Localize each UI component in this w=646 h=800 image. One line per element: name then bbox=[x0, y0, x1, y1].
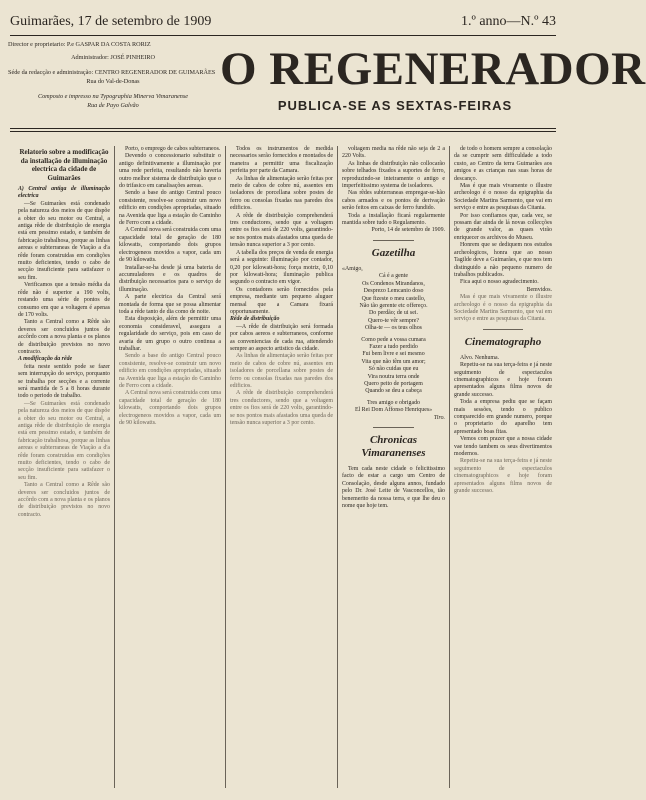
gazetilha-heading: Gazetilha bbox=[371, 246, 416, 259]
article-paragraph: feita neste sentido pode se fazer sem interrupção do serviço, porquanto se trabalha por secções e a corrente será mantida de 5 a 8 horas durante todo o periodo de trabalho. bbox=[18, 363, 110, 400]
poem-line: Vita que não têm um amor; bbox=[361, 358, 426, 365]
poem-line: Desprezo Lemcanio doso bbox=[363, 288, 424, 295]
column-divider bbox=[225, 146, 226, 788]
poem-line: Fazer a tudo perdido bbox=[369, 343, 418, 350]
article-paragraph: Tanto a Central como a Rêde são deveres ser concluidos juntos de accôrdo com a nova planta e os planos de distribuição previstos no novo contracto. bbox=[18, 482, 110, 518]
section-divider bbox=[373, 427, 414, 428]
article-paragraph: Porto, o emprego de cabos subterraneos. bbox=[125, 146, 221, 152]
article-paragraph: A tabella dos preços de venda de energia será a seguinte: illuminação por contador, 0,20 por kilowatt-hora; força motriz, 0,10 por kilowatt-hora; iluminação publica segundo o contracto em vigor. bbox=[230, 249, 333, 286]
column-3 bbox=[230, 146, 333, 786]
poem-line: Do perdão; de ui sei. bbox=[369, 310, 418, 317]
article-paragraph: As linhas de alimentação serão feitas por meio de cabos de cobre nú, assentes em isoladores de porcellana sobre postes de ferro ou consolas fixadas nas paredes dos edificios. bbox=[230, 353, 333, 389]
masthead-rule-bottom bbox=[10, 128, 556, 129]
poem-line: Não tão gerente etc offereço. bbox=[359, 302, 428, 309]
chronicas-heading: Chronicas Vimaranenses bbox=[361, 434, 426, 459]
column-divider bbox=[337, 146, 338, 788]
section-divider bbox=[483, 329, 522, 330]
article-paragraph: Repetiu-se na sua terça-feira e já neste seguimento de espectaculos cinematographicos e hoje foram apresentados alguns films novos de grande successo. bbox=[454, 362, 552, 398]
poem-signoff: El Rei Dom Affonso Henriques» bbox=[354, 407, 433, 414]
column-divider bbox=[449, 146, 450, 788]
poem-line: Vira noutra terra onde bbox=[367, 373, 420, 380]
article-paragraph: Installar-se-ha desde já uma bateria de accumuladores e os quadros de distribuição necessarios para o serviço de illuminação. bbox=[119, 264, 221, 293]
column-divider bbox=[114, 146, 115, 788]
article-paragraph: Todos os instrumentos de medida necessarios serão fornecidos e montados de maneira a permittir uma fiscalização perfeita por parte da Camara. bbox=[230, 146, 333, 175]
masthead-rule-top bbox=[10, 35, 556, 36]
newspaper-title: O REGENERADOR bbox=[220, 43, 646, 95]
article-paragraph: Toda a empresa pediu que se façam mais sessões, tendo o publico comparecido em grande numero, porque o proprietario do aparelho tem apresentado boas fitas. bbox=[454, 399, 552, 435]
article-paragraph: Honrem que se dediquem nos estudos archeologicos, honra que ao nosso Tagilde deve a Guimarães, e que nos tem distinguido a não pequeno numero de trabalhos publicados. bbox=[454, 242, 552, 278]
newspaper-subtitle: PUBLICA-SE AS SEXTAS-FEIRAS bbox=[277, 98, 513, 113]
article-paragraph: Vemos com prazer que a nossa cidade vae tendo tambem os seus divertimentos modernos. bbox=[454, 436, 552, 458]
column-4 bbox=[342, 146, 445, 786]
poem-line: Cá é a gente bbox=[379, 273, 408, 280]
article-paragraph: Repetiu-se na sua terça-feira e já neste seguimento de espectaculos cinematographicos e hoje foram apresentados alguns films novos de grande successo. bbox=[454, 458, 552, 495]
poem-line: Quero peito de portagem bbox=[364, 380, 423, 387]
masthead-info bbox=[8, 40, 218, 110]
article-paragraph: A rêde de distribuição comprehenderá tres conductores, sendo que a voltagem entre os fios será de 220 volts, garantindo-se nos pontos mais afastados uma queda de tensão nunca superior a 3 por cento. bbox=[230, 390, 333, 427]
poem-author: Tiro. bbox=[433, 414, 445, 421]
article-paragraph: As linhas de distribuição não collocarão sobre telhados fixados a suportes de ferro, reproduzindo-se inteiramente o antigo e imperfeitissimo systema de isoladores. bbox=[342, 160, 445, 190]
article-paragraph: Mas é que mais vivamente o illustre archeologo é o nosso da epigraphia da Sociedade Martins Sarmento, que vai em serviço e entre as pesquisas da Citania. bbox=[454, 183, 552, 212]
section-divider bbox=[373, 240, 414, 241]
printer-street-line: Rua de Payo Galvão bbox=[87, 102, 139, 109]
article-signoff: Bemvidos. bbox=[526, 286, 552, 293]
administrator-line: Administrador: JOSÉ PINHEIRO bbox=[71, 54, 155, 61]
article-paragraph: Tem cada neste cidade o felicitissimo facto de estar a cargo um Centro de Consolação, desde alguns annos, fundado pelo Dr. José Leite de Vasconcellos, tão benemerito da nossa terra, e que lhe deu o nome que hoje tem. bbox=[342, 466, 445, 510]
article-paragraph: Fica aqui o nosso agradecimento. bbox=[460, 279, 539, 286]
article-paragraph: Mas é que mais vivamente o illustre archeologo é o nosso da epigraphia da Sociedade Martins Sarmento, que vai em serviço e entre as pesquisas da Citania. bbox=[454, 294, 552, 323]
article-subheading: A) Central antiga de illuminação electrica bbox=[18, 186, 110, 200]
dateline bbox=[10, 14, 556, 32]
poem-line: Olha-te — os teus olhos bbox=[365, 325, 422, 332]
article-paragraph: Alvo. Nenhuma. bbox=[460, 354, 500, 361]
article-paragraph: Devendo o concessionario substituir o antigo definitivamente a illuminação por uma rede perfeita, resultando não haveria outro melhor sistema de distribuição que o do trifasico em canalisações aereas. bbox=[119, 153, 221, 190]
article-paragraph: Por isso confiamos que, cada vez, se possam dar ainda de lá novas collecções de grande valor, as quaes virão enriquecer os archivos do Museu. bbox=[454, 212, 552, 241]
column-1 bbox=[18, 146, 110, 786]
poem-line: Só não cuidas que eu bbox=[368, 366, 419, 373]
gazetilha-salutation: «Amigo, bbox=[342, 265, 363, 272]
masthead-rule-bottom-thin bbox=[10, 131, 556, 132]
article-paragraph: Esta disposição, além de permittir uma economia consideravel, assegura a regularidade do serviço, pois em caso de avaria de um grupo o outro continua a trabalhar. bbox=[119, 316, 221, 352]
poem-line: Quando se deu a cabeça bbox=[365, 388, 422, 395]
article-paragraph: de todo o homem sempre a consolação da se cumprir sem difficuldade a todo custo, ao Centro da terra Guimarães aos amigos e as crianças nas suas horas de descanço. bbox=[454, 146, 552, 182]
article-paragraph: As linhas de alimentação serão feitas por meio de cabos de cobre nú, assentes em isoladores de porcellana sobre postes de ferro ou consolas fixadas nas paredes dos edificios. bbox=[230, 175, 333, 212]
poem-line: Fui bem livre e sei mesmo bbox=[362, 351, 425, 358]
article-paragraph: Tanto a Central como a Rêde são deveres ser concluidos juntos de accôrdo com a nova planta e os planos de distribuição previstos no novo contracto. bbox=[18, 319, 110, 355]
article-paragraph: Toda a installação ficará regularmente mantida sobre tudo o Regulamento. bbox=[342, 212, 445, 227]
printer-line: Composto e impresso na Typographia Minerva Vimaranense bbox=[37, 93, 189, 100]
poem-line: Como pede a vossa cumara bbox=[361, 336, 426, 343]
poem-signoff: Tres amigo e obrigado bbox=[367, 399, 420, 406]
article-paragraph: Verificamos que a tensão média da rêde não é superior a 190 volts, restando uma série de pontos de consumo em que a voltagem é apenas de 170 volts. bbox=[18, 282, 110, 318]
issue-date: Guimarães, 17 de setembro de 1909 bbox=[10, 14, 212, 29]
column-2 bbox=[119, 146, 221, 786]
column-5 bbox=[454, 146, 552, 786]
article-paragraph: Nas rêdes subterraneas empregar-se-hão cabos armados e os pontos de derivação serão feitos em caixas de ferro fundido. bbox=[342, 190, 445, 212]
article-subheading: Rêde de distribuição bbox=[230, 316, 280, 323]
article-paragraph: Os contadores serão fornecidos pela empresa, mediante um pequeno aluguer mensal que a Camara fixará opportunamente. bbox=[230, 286, 333, 315]
poem-line: Que fizeste o meu castello, bbox=[361, 295, 426, 302]
article-paragraph: A rêde de distribuição comprehenderá tres conductores, sendo que a voltagem entre os fios será de 220 volts, garantindo-se nos pontos mais afastados uma queda de tensão nunca superior a 3 por cento. bbox=[230, 212, 333, 249]
street-line: Rua do Val-de-Donas bbox=[86, 78, 140, 85]
issue-number: 1.º anno—N.º 43 bbox=[460, 14, 556, 29]
article-paragraph: A parte electrica da Central será montada de forma que se possa alimentar toda a rêde tanto de dia como de noite. bbox=[119, 294, 221, 315]
article-paragraph: A Central nova será construida com uma capacidade total de geração de 180 kilowatts, comportando dois grupos electrogeneos movidos a vapor, cada um de 90 kilowatts. bbox=[119, 390, 221, 427]
article-dateline: Porto, 14 de setembro de 1909. bbox=[371, 227, 445, 234]
article-paragraph: —Se Guimarães está condenado pela natureza dos meios de que dispõe a obter do seu motor ou Central, a antiga rêde de distribuição de energia está em pessimo estado, e também de fabricação trabalhosa, porque as linhas aereas e subterraneas de Viação a d'a rêde foram construidas em condições muito deficientes, tendo o cabo de secção insuficiente para satisfazer o seu fim. bbox=[18, 200, 110, 281]
article-paragraph: A Central nova será construida com uma capacidade total de geração de 180 kilowatts, comportando dois grupos electrogeneos movidos a vapor, cada um de 90 kilowatts. bbox=[119, 227, 221, 264]
article-paragraph: Sendo a base do antigo Central pouco consistente, resolve-se construir um novo edificio em condições apropriadas, situado na Avenida que liga a estação do Caminho de Ferro com a cidade. bbox=[119, 353, 221, 389]
article-paragraph: —A rêde de distribuição será formada por cabos aereos e subterraneos, conforme as conveniencias de cada rua, attendendo sempre ao aspecto artistico da cidade. bbox=[230, 323, 333, 352]
article-paragraph: —Se Guimarães está condenado pela natureza dos meios de que dispõe a obter do seu motor ou Central, a antiga rêde de distribuição de energia está em pessimo estado, e também de fabricação trabalhosa, porque as linhas aereas e subterraneas de Viação a d'a rêde foram construidas em condições muito deficientes, tendo o cabo de secção insuficiente para satisfazer o seu fim. bbox=[18, 400, 110, 481]
redaction-line: Séde da redacção e administração: CENTRO REGENERADOR DE GUIMARÃES bbox=[8, 69, 216, 76]
article-heading: Relatorio sobre a modificação da installação de illuminação electrica da cidade de Guimarães bbox=[19, 148, 109, 182]
cinematographo-heading: Cinematographo bbox=[464, 335, 542, 348]
article-paragraph: Sendo a base do antigo Central pouco consistente, resolve-se construir um novo edificio em condições apropriadas, situado na Avenida que liga a estação do Caminho de Ferro com a cidade. bbox=[119, 190, 221, 227]
poem-line: Os Condenos Mirandanos, bbox=[362, 280, 425, 287]
poem-line: Quero-te vêr sempre? bbox=[367, 317, 420, 324]
article-subheading: A modificação da rêde bbox=[18, 356, 73, 363]
article-paragraph: voltagem media na rêde não seja de 2 a 220 Volts. bbox=[342, 146, 445, 160]
director-line: Director e proprietario: P.e GASPAR DA COSTA RORIZ bbox=[8, 41, 151, 48]
